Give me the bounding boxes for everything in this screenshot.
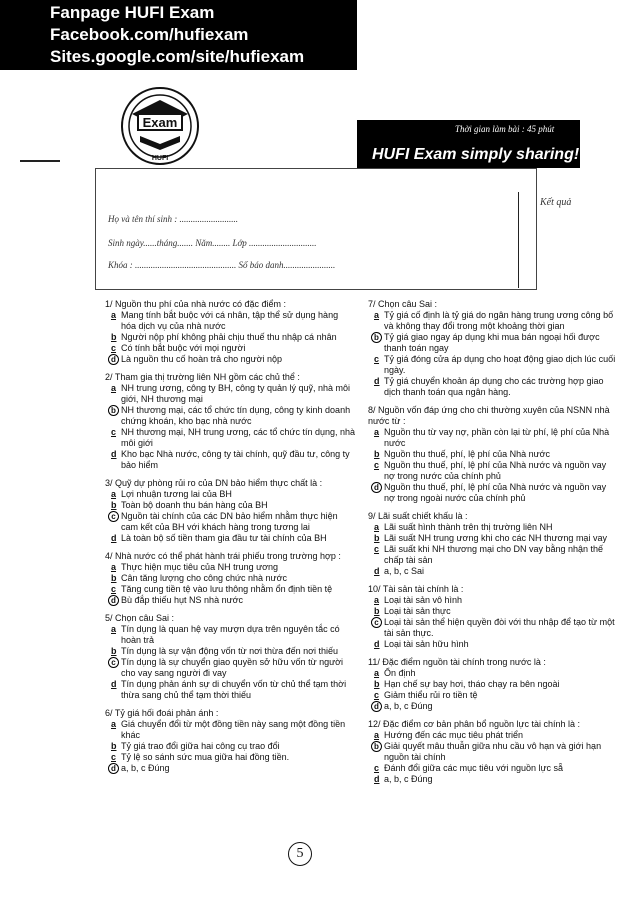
answer-option [368, 544, 618, 566]
circled-answer-letter: b [108, 405, 119, 416]
circled-answer-letter: c [108, 511, 119, 522]
answer-letter: d [111, 533, 117, 543]
answer-option [368, 332, 618, 354]
answer-text: Nguồn tài chính của các DN bảo hiểm nhằm thực hiện cam kết của BH với khách hàng trong tương lai [121, 511, 338, 532]
answer-text: Người nộp phí không phải chịu thuế thu nhập cá nhân [121, 332, 337, 342]
answer-text: NH thương mại, các tổ chức tín dụng, công ty kinh doanh chứng khoán, kho bạc nhà nước [121, 405, 351, 426]
answer-text: Đánh đổi giữa các mục tiêu với nguồn lực sẵ [384, 763, 564, 773]
answer-text: Loại tài sản thực [384, 606, 451, 616]
question-6 [105, 708, 355, 774]
answer-text: NH trung ương, công ty BH, công ty quản lý quỹ, nhà môi giới, NH thương mại [121, 383, 351, 404]
answer-option [368, 533, 618, 544]
question-12 [368, 719, 618, 785]
answer-text: Tăng cung tiền tệ vào lưu thông nhằm ổn định tiền tệ [121, 584, 333, 594]
answer-option [368, 354, 618, 376]
question-2 [105, 372, 355, 471]
question-3 [105, 478, 355, 544]
question-text: 2/ Tham gia thị trường liên NH gồm các chủ thể : [105, 372, 300, 382]
answer-letter: a [111, 719, 117, 729]
answer-option [368, 668, 618, 679]
question-1 [105, 299, 355, 365]
answer-letter: d [374, 566, 380, 576]
question-text: 9/ Lãi suất chiết khấu là : [368, 511, 468, 521]
answer-letter: b [111, 573, 117, 583]
banner-line-2: Facebook.com/hufiexam [50, 25, 249, 44]
circled-answer-letter: b [371, 741, 382, 752]
right-question-column [368, 292, 618, 785]
answer-letter: a [111, 624, 117, 634]
answer-letter: b [374, 449, 380, 459]
question-11 [368, 657, 618, 712]
answer-text: Tỷ giá giao ngay áp dụng khi mua bán ngoại hối được thanh toán ngay [384, 332, 600, 353]
answer-text: Mang tính bắt buộc với cá nhân, tập thể sử dụng hàng hóa dịch vụ của nhà nước [121, 310, 339, 331]
answer-option [105, 332, 355, 343]
answer-text: Loại tài sản vô hình [384, 595, 463, 605]
question-4 [105, 551, 355, 606]
answer-text: Kho bạc Nhà nước, công ty tài chính, quỹ đầu tư, công ty bảo hiểm [121, 449, 350, 470]
question-text: 4/ Nhà nước có thể phát hành trái phiếu trong trường hợp : [105, 551, 341, 561]
answer-letter: a [374, 427, 380, 437]
answer-option [105, 383, 355, 405]
answer-letter: a [374, 730, 380, 740]
course-label: Khóa : ............................................. Số báo danh....................... [108, 260, 336, 270]
answer-option [368, 460, 618, 482]
answer-letter: d [374, 639, 380, 649]
answer-option [368, 763, 618, 774]
answer-text: Tỷ giá cố định là tỷ giá do ngân hàng trung ương công bố và không thay đổi trong một khoảng thời gian [384, 310, 614, 331]
answer-text: Hướng đến các mục tiêu phát triển [384, 730, 523, 740]
answer-text: Nguồn thu thuế, phí, lệ phí của Nhà nước và nguồn vay nợ trong ngoài nước của chính phủ [384, 482, 607, 503]
answer-text: Tỷ giá trao đổi giữa hai công cụ trao đổi [121, 741, 280, 751]
answer-letter: a [374, 522, 380, 532]
result-divider [518, 192, 520, 288]
answer-letter: b [111, 500, 117, 510]
answer-text: Tín dụng là sự chuyển giao quyền sở hữu vốn từ người cho vay sang người đi vay [121, 657, 344, 678]
question-5 [105, 613, 355, 701]
answer-option [105, 449, 355, 471]
answer-option [368, 310, 618, 332]
answer-letter: d [111, 449, 117, 459]
answer-letter: c [374, 690, 380, 700]
question-text: 3/ Quỹ dự phòng rủi ro của DN bảo hiểm thực chất là : [105, 478, 323, 488]
answer-option [105, 624, 355, 646]
answer-option [105, 562, 355, 573]
answer-letter: c [111, 752, 117, 762]
circled-answer-letter: b [371, 332, 382, 343]
question-text: 12/ Đặc điểm cơ bản phân bổ nguồn lực tài chính là : [368, 719, 581, 729]
left-mark [20, 152, 60, 162]
question-8 [368, 405, 618, 504]
answer-option [105, 763, 355, 774]
answer-text: Lợi nhuận tương lai của BH [121, 489, 232, 499]
answer-option [368, 482, 618, 504]
answer-letter: d [374, 774, 380, 784]
answer-option [368, 730, 618, 741]
answer-letter: c [111, 343, 117, 353]
question-text: 8/ Nguồn vốn đáp ứng cho chi thường xuyên của NSNN nhà nước từ : [368, 405, 610, 426]
question-text: 5/ Chọn câu Sai : [105, 613, 175, 623]
answer-text: Lãi suất khi NH thương mại cho DN vay bằng nhận thế chấp tài sản [384, 544, 604, 565]
answer-option [368, 701, 618, 712]
answer-text: Lãi suất NH trung ương khi cho các NH thương mại vay [384, 533, 607, 543]
answer-text: Loại tài sản hữu hình [384, 639, 469, 649]
answer-option [105, 354, 355, 365]
answer-text: Lãi suất hình thành trên thị trường liên NH [384, 522, 553, 532]
answer-option [368, 606, 618, 617]
answer-option [105, 427, 355, 449]
answer-option [105, 657, 355, 679]
answer-text: Loại tài sản thể hiện quyền đòi với thu nhập để tạo từ một tài sản thực. [384, 617, 615, 638]
answer-letter: a [374, 310, 380, 320]
answer-letter: b [111, 646, 117, 656]
circled-answer-letter: d [108, 763, 119, 774]
answer-letter: b [374, 606, 380, 616]
answer-text: Là nguồn thu cố hoàn trả cho người nộp [121, 354, 283, 364]
answer-text: a, b, c Đúng [384, 774, 433, 784]
answer-text: Hạn chế sự bay hơi, tháo chạy ra bên ngoài [384, 679, 560, 689]
answer-option [105, 741, 355, 752]
answer-option [368, 639, 618, 650]
answer-letter: a [111, 310, 117, 320]
answer-option [368, 522, 618, 533]
tagline: HUFI Exam simply sharing! [372, 146, 580, 163]
answer-letter: c [111, 584, 117, 594]
circled-answer-letter: c [108, 657, 119, 668]
answer-option [105, 405, 355, 427]
answer-option [105, 584, 355, 595]
answer-text: a, b, c Đúng [384, 701, 433, 711]
answer-letter: a [111, 383, 117, 393]
answer-option [105, 500, 355, 511]
answer-letter: b [111, 741, 117, 751]
question-text: 11/ Đặc điểm nguồn tài chính trong nước là : [368, 657, 546, 667]
banner-line-3: Sites.google.com/site/hufiexam [50, 47, 305, 66]
circled-answer-letter: c [371, 617, 382, 628]
question-text: 7/ Chọn câu Sai : [368, 299, 438, 309]
svg-text:HUFI: HUFI [151, 155, 169, 162]
answer-letter: d [111, 679, 117, 689]
answer-text: Giảm thiểu rủi ro tiền tệ [384, 690, 478, 700]
answer-letter: b [374, 679, 380, 689]
answer-text: Cân tăng lượng cho công chức nhà nước [121, 573, 287, 583]
answer-text: Giải quyết mâu thuẫn giữa nhu cầu vô hạn và giới hạn nguồn tài chính [384, 741, 602, 762]
answer-option [105, 595, 355, 606]
answer-option [368, 617, 618, 639]
page-number: 5 [288, 842, 312, 866]
question-text: 10/ Tài sản tài chính là : [368, 584, 464, 594]
answer-text: Có tính bắt buộc với mọi người [121, 343, 246, 353]
circled-answer-letter: d [108, 354, 119, 365]
dob-label: Sinh ngày......tháng....... Năm........ Lớp .............................. [108, 238, 317, 248]
name-label: Họ và tên thí sinh : .......................... [108, 214, 238, 224]
answer-option [368, 690, 618, 701]
answer-option [105, 511, 355, 533]
answer-text: Tín dụng là sự vận động vốn từ nơi thừa đến nơi thiếu [121, 646, 339, 656]
answer-letter: c [374, 544, 380, 554]
answer-text: Thực hiện mục tiêu của NH trung ương [121, 562, 279, 572]
answer-letter: c [374, 460, 380, 470]
answer-option [368, 427, 618, 449]
time-label: Thời gian làm bài : 45 phút [455, 124, 555, 134]
answer-letter: a [111, 489, 117, 499]
answer-text: Giá chuyển đổi từ một đồng tiền này sang một đồng tiền khác [121, 719, 346, 740]
answer-option [368, 566, 618, 577]
header-box [95, 168, 537, 290]
circled-answer-letter: d [371, 482, 382, 493]
answer-option [105, 752, 355, 763]
answer-text: Là toàn bộ số tiền tham gia đầu tư tài chính của BH [121, 533, 327, 543]
answer-letter: b [111, 332, 117, 342]
answer-text: a, b, c Sai [384, 566, 425, 576]
answer-option [105, 310, 355, 332]
question-text: 1/ Nguồn thu phí của nhà nước có đặc điểm : [105, 299, 287, 309]
answer-text: Ổn định [384, 668, 416, 678]
question-10 [368, 584, 618, 650]
answer-text: Nguồn thu từ vay nợ, phần còn lại từ phí, lệ phí của Nhà nước [384, 427, 610, 448]
answer-text: Tỷ giá chuyển khoản áp dụng cho các trường hợp giao dịch thanh toán qua ngân hàng. [384, 376, 604, 397]
answer-text: Tín dụng phản ánh sự di chuyển vốn từ chủ thể tạm thời thừa sang chủ thể tạm thời thiếu [121, 679, 347, 700]
answer-letter: a [374, 595, 380, 605]
answer-text: Nguồn thu thuế, phí, lệ phí của Nhà nước [384, 449, 551, 459]
answer-option [368, 774, 618, 785]
svg-text:Exam: Exam [142, 115, 178, 130]
answer-text: Tỷ lệ so sánh sức mua giữa hai đồng tiền. [121, 752, 290, 762]
answer-option [105, 679, 355, 701]
answer-option [105, 489, 355, 500]
answer-option [368, 741, 618, 763]
question-text: 6/ Tỷ giá hối đoái phản ánh : [105, 708, 219, 718]
answer-option [105, 573, 355, 584]
answer-letter: b [374, 533, 380, 543]
answer-option [368, 595, 618, 606]
answer-text: Nguồn thu thuế, phí, lệ phí của Nhà nước và nguồn vay nợ trong nước của chính phủ [384, 460, 607, 481]
answer-letter: a [111, 562, 117, 572]
answer-option [368, 376, 618, 398]
answer-text: Tỷ giá đóng cửa áp dụng cho hoạt động giao dịch lúc cuối ngày. [384, 354, 616, 375]
answer-option [105, 343, 355, 354]
circled-answer-letter: d [371, 701, 382, 712]
answer-option [105, 646, 355, 657]
answer-letter: c [374, 354, 380, 364]
answer-text: a, b, c Đúng [121, 763, 170, 773]
answer-option [105, 719, 355, 741]
answer-text: NH thương mại, NH trung ương, các tổ chức tín dụng, nhà môi giới [121, 427, 355, 448]
answer-letter: d [374, 376, 380, 386]
answer-letter: c [374, 763, 380, 773]
question-9 [368, 511, 618, 577]
answer-option [105, 533, 355, 544]
answer-letter: c [111, 427, 117, 437]
answer-text: Toàn bộ doanh thu bán hàng của BH [121, 500, 268, 510]
answer-option [368, 679, 618, 690]
result-label: Kết quả [540, 197, 572, 208]
answer-text: Tín dụng là quan hệ vay mượn dựa trên nguyên tắc có hoàn trả [121, 624, 340, 645]
banner-line-1: Fanpage HUFI Exam [50, 3, 215, 22]
question-7 [368, 299, 618, 398]
answer-text: Bù đắp thiếu hụt NS nhà nước [121, 595, 244, 605]
circled-answer-letter: d [108, 595, 119, 606]
left-question-column [105, 292, 355, 774]
answer-option [368, 449, 618, 460]
answer-letter: a [374, 668, 380, 678]
hufi-logo [118, 84, 202, 168]
